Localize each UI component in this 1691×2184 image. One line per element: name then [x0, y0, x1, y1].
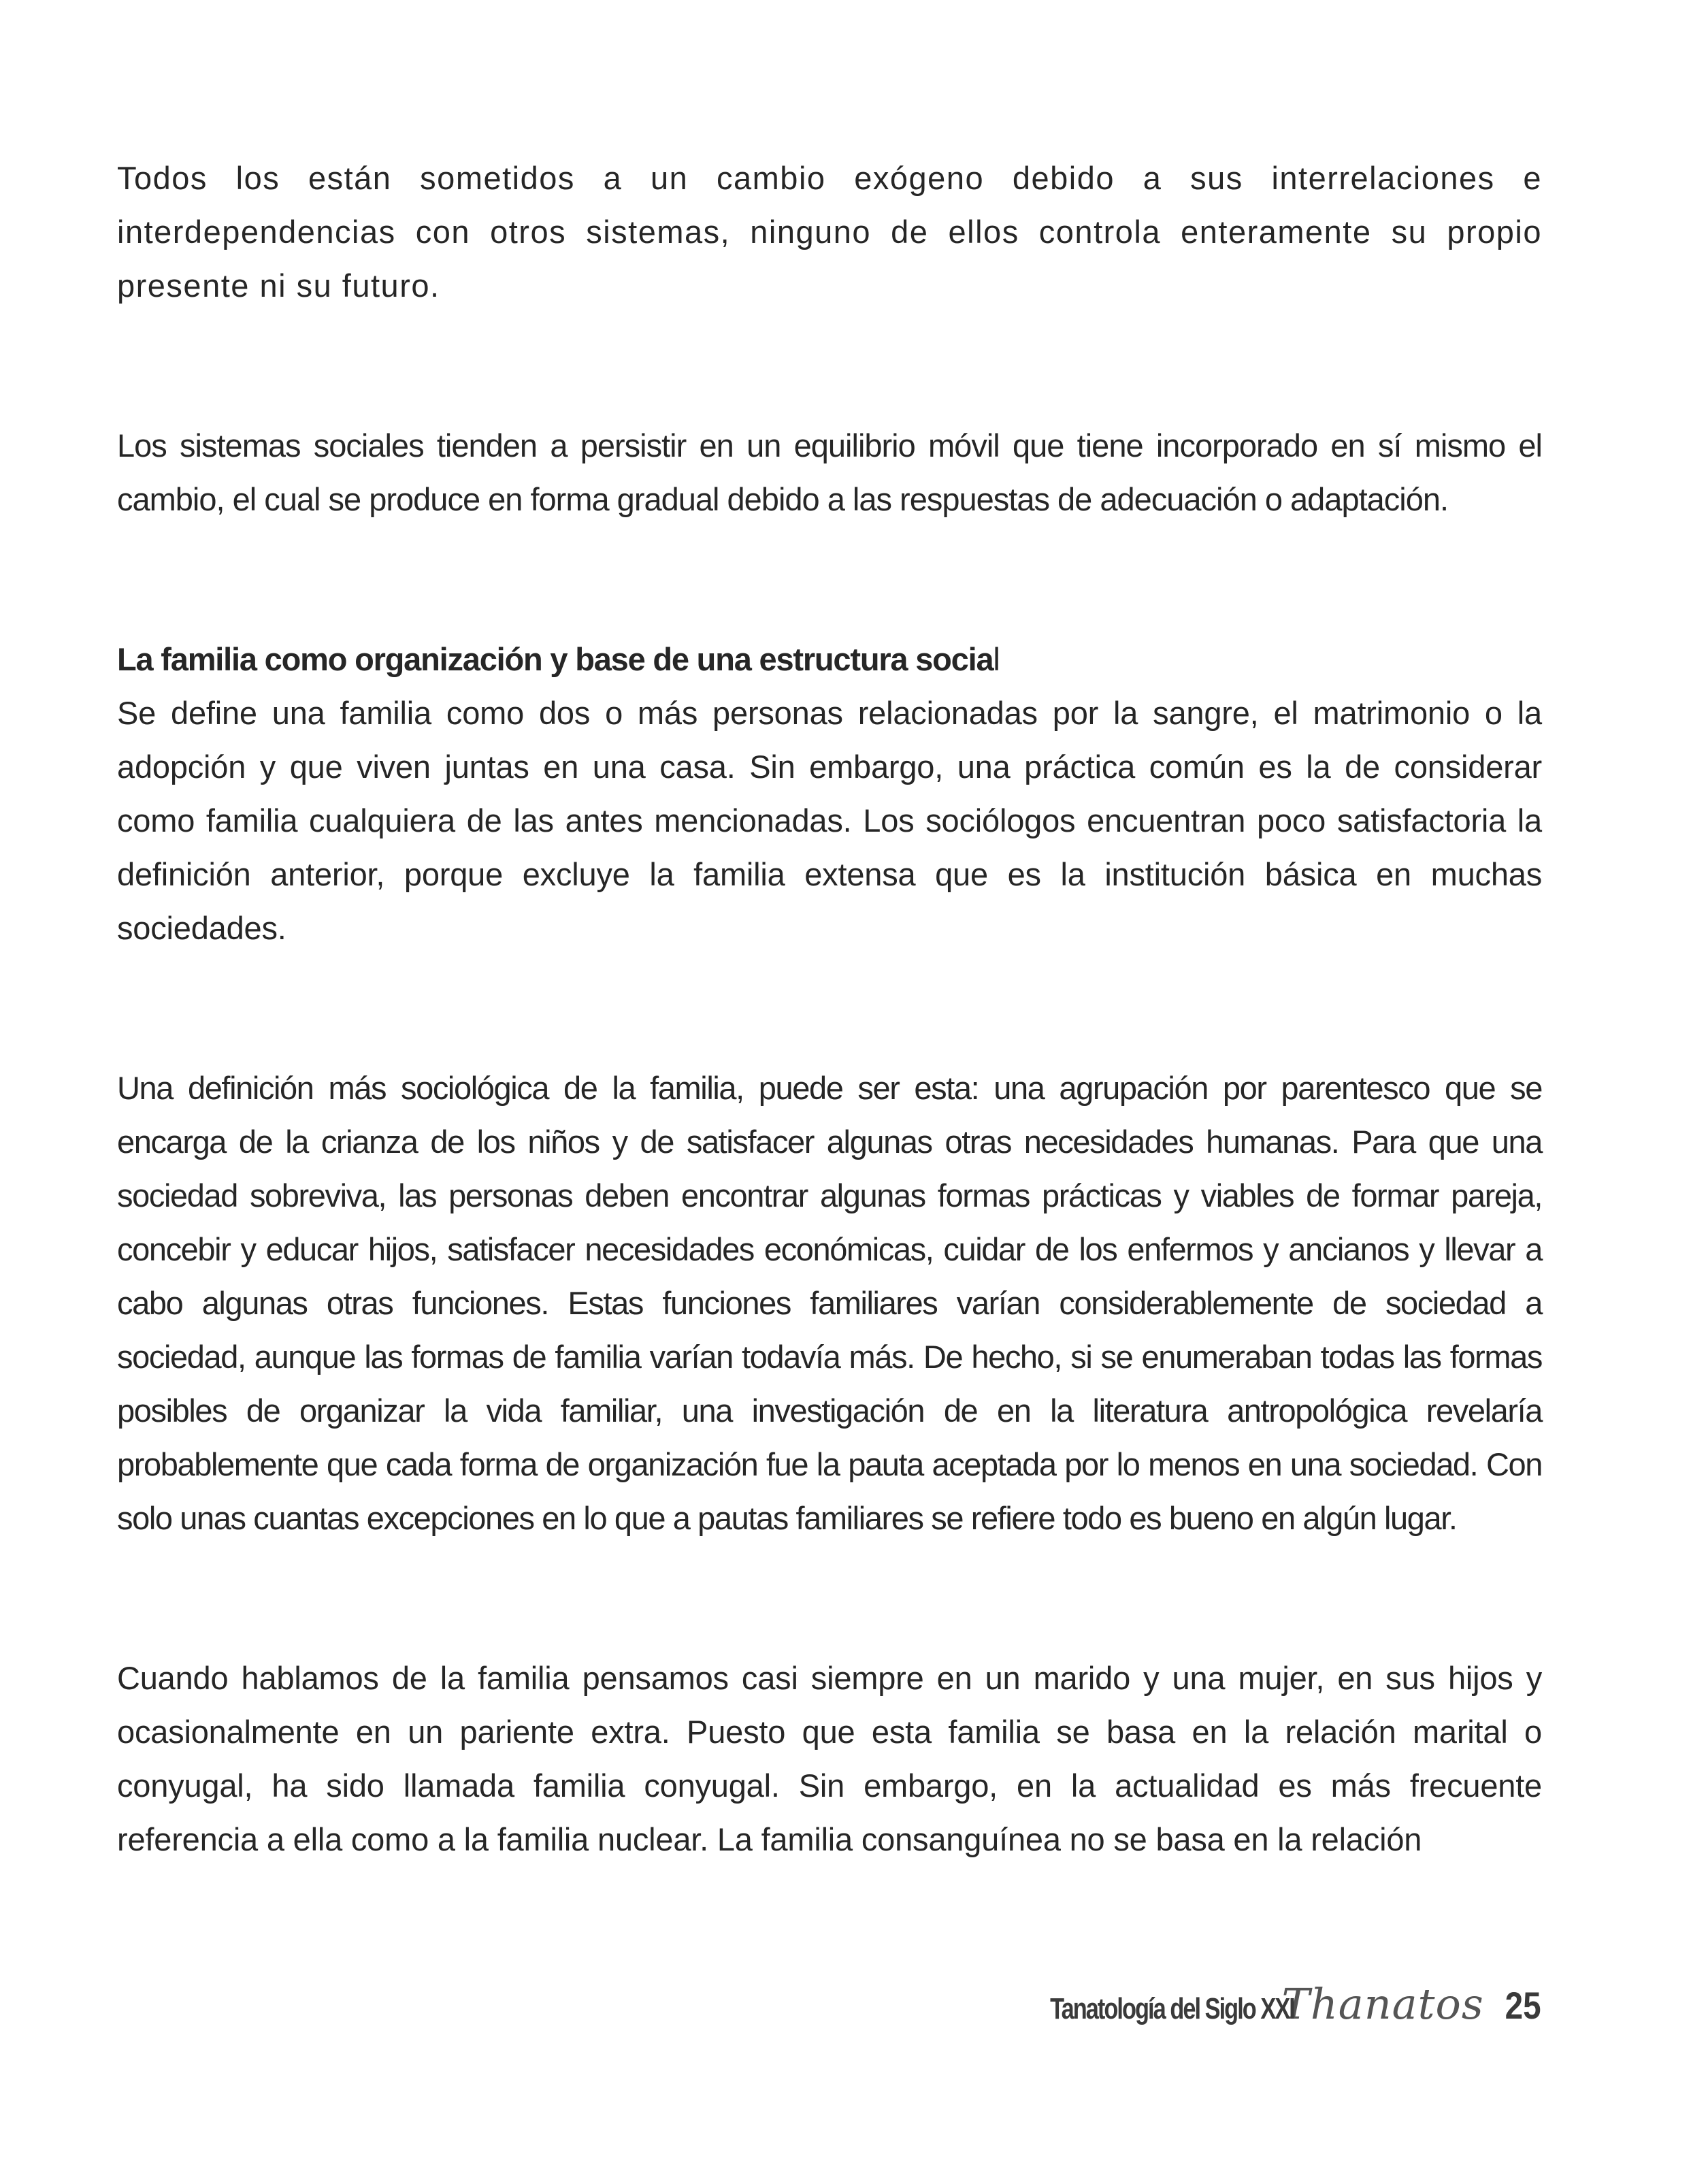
- page-body: [117, 151, 1542, 1866]
- page-footer: [981, 1979, 1544, 2034]
- section-heading: [117, 632, 1542, 686]
- section-heading-tail: l: [993, 641, 1000, 677]
- page-number: 25: [1505, 1984, 1541, 2027]
- paragraph-family-definition: Se define una familia como dos o más personas relacionadas por la sangre, el matrimonio o la adopción y que viven juntas en una casa. Sin embargo, una práctica común es la de considerar como familia cualquiera de las antes mencionadas. Los sociólogos encuentran poco satisfactoria la definición anterior, porque excluye la familia extensa que es la institución básica en muchas sociedades.: [117, 695, 1542, 946]
- paragraph-social-systems: Los sistemas sociales tienden a persistir en un equilibrio móvil que tiene incorporado en sí mismo el cambio, el cual se produce en forma gradual debido a las respuestas de adecuación o adaptación.: [117, 427, 1542, 517]
- thanatos-logo: Thanatos: [1281, 1979, 1484, 2029]
- paragraph-nuclear-family: Cuando hablamos de la familia pensamos casi siempre en un marido y una mujer, en sus hijos y ocasionalmente en un pariente extra. Puesto que esta familia se basa en la relación marital o conyugal, ha sido llamada familia conyugal. Sin embargo, en la actualidad es más frecuente referencia a ella como a la familia nuclear. La familia consanguínea no se basa en la relación: [117, 1660, 1542, 1857]
- paragraph-systems-change: Todos los están sometidos a un cambio exógeno debido a sus interrelaciones e interdependencias con otros sistemas, ninguno de ellos controla enteramente su propio presente ni su futuro.: [117, 160, 1542, 304]
- paragraph-sociological-definition: Una definición más sociológica de la familia, puede ser esta: una agrupación por parentesco que se encarga de la crianza de los niños y de satisfacer algunas otras necesidades humanas. Para que una sociedad sobreviva, las personas deben encontrar algunas formas prácticas y viables de formar pareja, concebir y educar hijos, satisfacer necesidades económicas, cuidar de los enfermos y ancianos y llevar a cabo algunas otras funciones. Estas funciones familiares varían considerablemente de sociedad a sociedad, aunque las formas de familia varían todavía más. De hecho, si se enumeraban todas las formas posibles de organizar la vida familiar, una investigación de en la literatura antropológica revelaría probablemente que cada forma de organización fue la pauta aceptada por lo menos en una sociedad. Con solo unas cuantas excepciones en lo que a pautas familiares se refiere todo es bueno en algún lugar.: [117, 1070, 1542, 1536]
- footer-series-title: Tanatología del Siglo XXI: [1049, 1992, 1294, 2025]
- section-heading-bold: La familia como organización y base de una estructura socia: [117, 641, 994, 677]
